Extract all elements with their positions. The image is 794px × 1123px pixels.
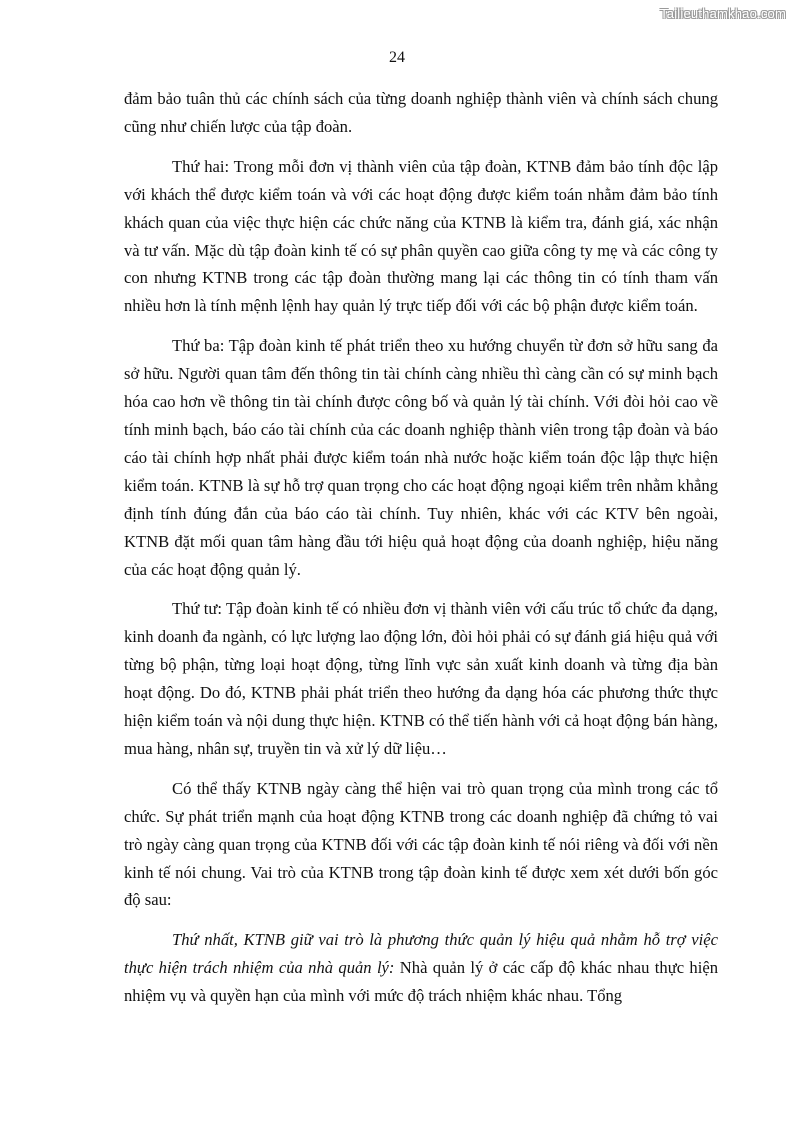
document-body: [124, 85, 718, 1022]
paragraph: Thứ hai: Trong mỗi đơn vị thành viên của tập đoàn, KTNB đảm bảo tính độc lập với khách thể được kiểm toán và với các hoạt động được kiểm toán nhằm đảm bảo tính khách quan của việc thực hiện các chức năng của KTNB là kiểm tra, đánh giá, xác nhận và tư vấn. Mặc dù tập đoàn kinh tế có sự phân quyền cao giữa công ty mẹ và các công ty con nhưng KTNB trong các tập đoàn thường mang lại các thông tin có tính tham vấn nhiều hơn là tính mệnh lệnh hay quản lý trực tiếp đối với các bộ phận được kiểm toán.: [124, 156, 718, 316]
watermark: Tailieuthamkhao.com: [660, 6, 786, 21]
italic-lead-text: Thứ nhất, KTNB giữ vai trò là phương thức quản lý hiệu quả nhằm hỗ trợ việc thực hiện trách nhiệm của nhà quản lý:: [124, 930, 718, 978]
paragraph: Có thể thấy KTNB ngày càng thể hiện vai trò quan trọng của mình trong các tổ chức. Sự phát triển mạnh của hoạt động KTNB trong các doanh nghiệp đã chứng tỏ vai trò ngày càng quan trọng của KTNB đối với các tập đoàn kinh tế nói riêng và đối với nền kinh tế nói chung. Vai trò của KTNB trong tập đoàn kinh tế được xem xét dưới bốn góc độ sau:: [124, 778, 718, 910]
paragraph: Thứ tư: Tập đoàn kinh tế có nhiều đơn vị thành viên với cấu trúc tổ chức đa dạng, kinh doanh đa ngành, có lực lượng lao động lớn, đòi hỏi phải có sự đánh giá hiệu quả với từng bộ phận, từng loại hoạt động, từng lĩnh vực sản xuất kinh doanh và từng địa bàn hoạt động. Do đó, KTNB phải phát triển theo hướng đa dạng hóa các phương thức thực hiện kiểm toán và nội dung thực hiện. KTNB có thể tiến hành với cả hoạt động bán hàng, mua hàng, nhân sự, truyền tin và xử lý dữ liệu…: [124, 599, 718, 758]
page-number: 24: [389, 49, 405, 66]
paragraph: Thứ ba: Tập đoàn kinh tế phát triển theo xu hướng chuyển từ đơn sở hữu sang đa sở hữu. Người quan tâm đến thông tin tài chính càng nhiều thì càng cần có sự minh bạch hóa cao hơn về thông tin tài chính được công bố và quản lý tài chính. Với đòi hỏi cao về tính minh bạch, báo cáo tài chính của các doanh nghiệp thành viên trong tập đoàn và báo cáo tài chính hợp nhất phải được kiểm toán nhà nước hoặc kiểm toán độc lập thực hiện kiểm toán. KTNB là sự hỗ trợ quan trọng cho các hoạt động ngoại kiểm trên nhằm khẳng định tính đúng đắn của báo cáo tài chính. Tuy nhiên, khác với các KTV bên ngoài, KTNB đặt mối quan tâm hàng đầu tới hiệu quả hoạt động của doanh nghiệp, hiệu năng của các hoạt động quản lý.: [124, 336, 718, 579]
paragraph-text: Nhà quản lý ở các cấp độ khác nhau thực hiện nhiệm vụ và quyền hạn của mình với mức độ trách nhiệm khác nhau. Tổng: [124, 958, 718, 1006]
paragraph: [124, 926, 718, 1010]
paragraph: đảm bảo tuân thủ các chính sách của từng doanh nghiệp thành viên và chính sách chung cũng như chiến lược của tập đoàn.: [124, 89, 718, 136]
